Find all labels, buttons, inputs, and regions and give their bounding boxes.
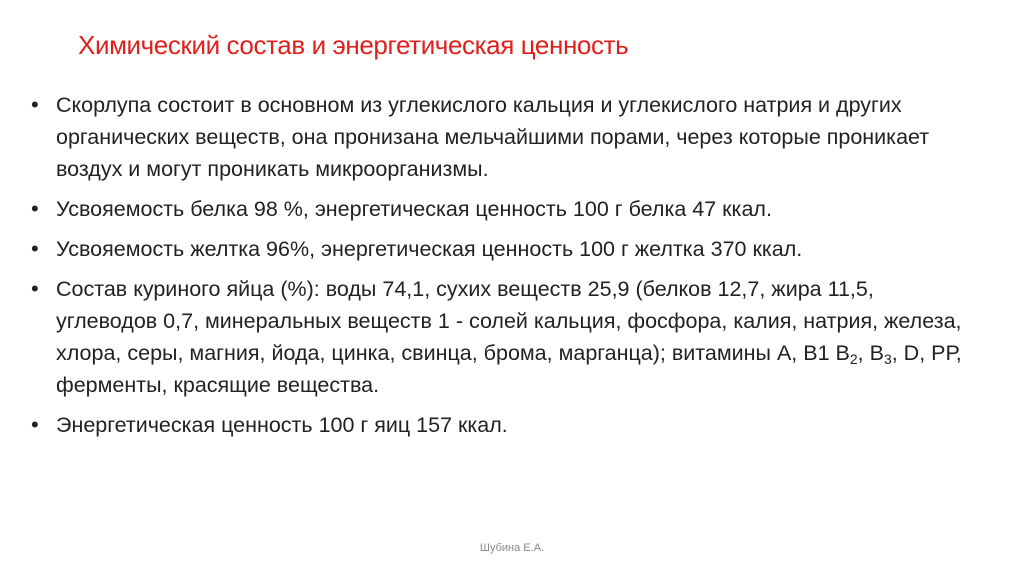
footer-author: Шубина Е.А. <box>479 542 545 554</box>
composition-text-mid: , В <box>857 341 884 365</box>
slide-title: Химический состав и энергетическая ценность <box>78 30 629 60</box>
bullet-list <box>28 89 988 449</box>
bullet-item-shell <box>28 89 988 185</box>
bullet-icon: • <box>31 196 39 221</box>
bullet-text: Скорлупа состоит в основном из углекислого кальция и углекислого натрия и других органических веществ, она пронизана мельчайшими порами, через которые проникает воздух и могут проникать микроорганизмы. <box>56 93 930 181</box>
bullet-icon: • <box>31 92 39 117</box>
bullet-item-egg-composition <box>28 273 988 401</box>
bullet-item-yolk-digestibility <box>28 233 988 265</box>
bullet-item-white-digestibility <box>28 193 988 225</box>
composition-text-end: , D, РР, ферменты, красящие вещества. <box>56 341 962 397</box>
composition-text: Состав куриного яйца (%): воды 74,1, сухих веществ 25,9 (белков 12,7, жира 11,5, углеводов 0,7, минеральных веществ 1 - солей кальция, фосфора, калия, натрия, железа, хлора, серы, магния, йода, цинка, свинца, брома, марганца); витамины А, В1 В <box>56 277 962 365</box>
bullet-text: Усвояемость белка 98 %, энергетическая ценность 100 г белка 47 ккал. <box>56 197 772 221</box>
bullet-icon: • <box>31 236 39 261</box>
bullet-text: Усвояемость желтка 96%, энергетическая ценность 100 г желтка 370 ккал. <box>56 237 803 261</box>
bullet-text <box>56 273 976 401</box>
subscript-3: 3 <box>883 351 892 367</box>
bullet-item-energy-value <box>28 409 988 441</box>
bullet-icon: • <box>31 412 39 437</box>
bullet-text: Энергетическая ценность 100 г яиц 157 ккал. <box>56 413 508 437</box>
bullet-icon: • <box>31 276 39 301</box>
subscript-2: 2 <box>849 351 858 367</box>
